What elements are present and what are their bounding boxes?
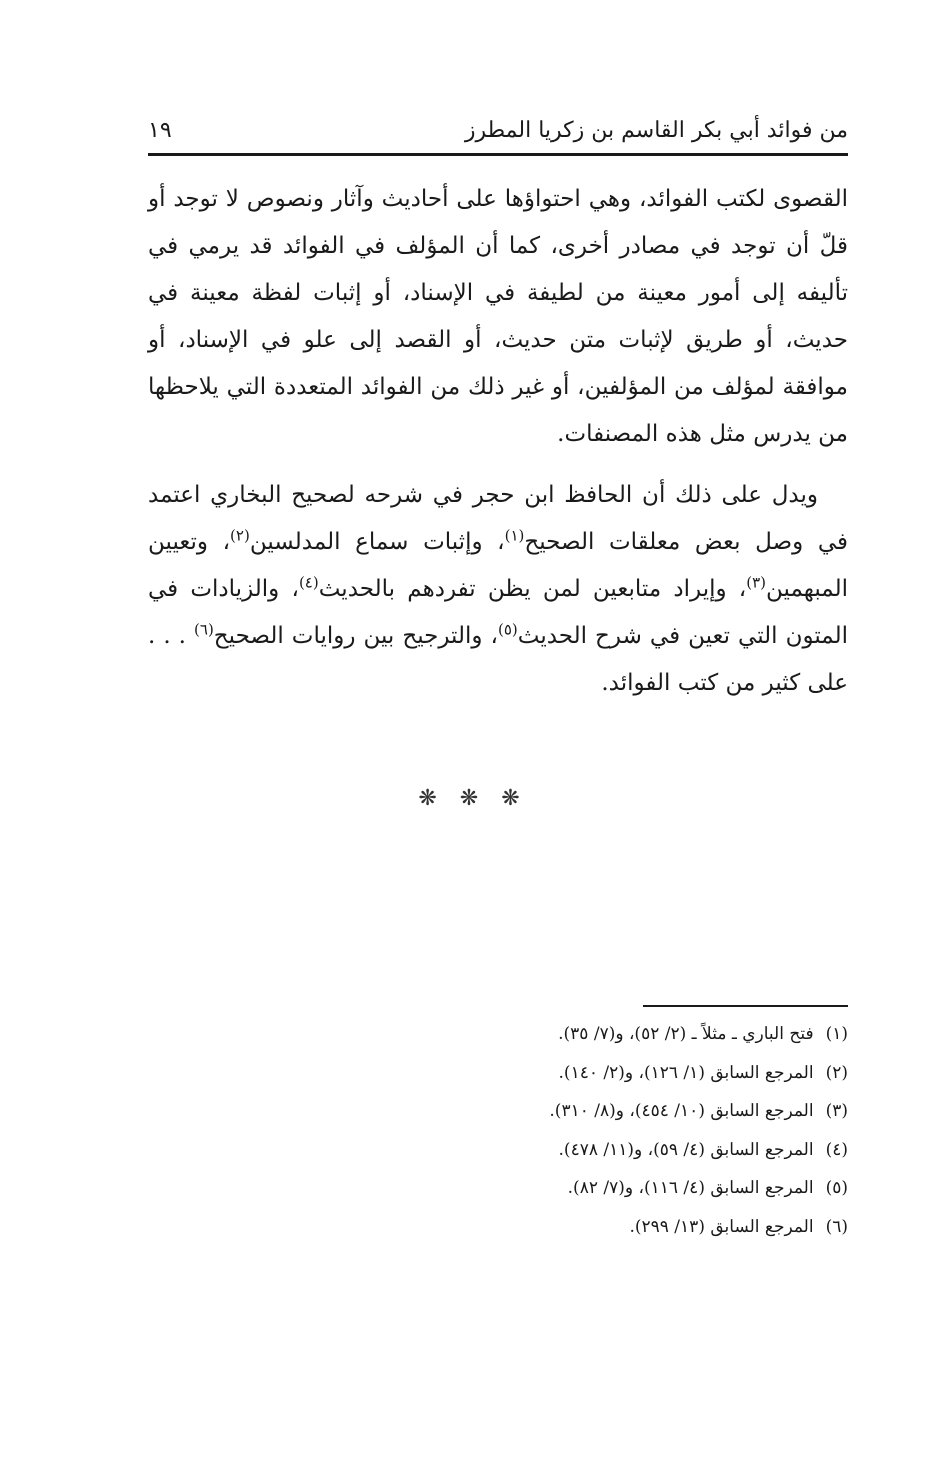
footnote-marker-1: (١)	[504, 526, 525, 545]
paragraph-2-segment-6: ، والترجيح بين روايات الصحيح	[213, 623, 498, 649]
footnote-text: المرجع السابق (١٠/ ٤٥٤)، و(٨/ ٣١٠).	[549, 1101, 814, 1121]
footnote-number: (١)	[825, 1024, 848, 1044]
paragraph-1: القصوى لكتب الفوائد، وهي احتواؤها على أحاديث وآثار ونصوص لا توجد أو قلّ أن توجد في مصادر أخرى، كما أن المؤلف في الفوائد قد يرمي في تأليفه إلى أمور معينة من لطيفة في الإسناد، أو إثبات لفظة معينة في حديث، أو طريق لإثبات متن حديث، أو القصد إلى علو في الإسناد، أو موافقة لمؤلف من المؤلفين، أو غير ذلك من الفوائد المتعددة التي يلاحظها من يدرس مثل هذه المصنفات.	[148, 186, 848, 447]
footnote-marker-6: (٦)	[194, 620, 214, 639]
footnote-number: (٢)	[825, 1062, 848, 1083]
running-head	[148, 112, 848, 152]
paragraph-2	[148, 472, 848, 707]
running-head-title: من فوائد أبي بكر القاسم بن زكريا المطرز	[464, 118, 848, 143]
main-text	[148, 176, 848, 707]
footnote-3	[448, 1092, 848, 1131]
footnote-rule	[643, 1005, 848, 1007]
footnote-marker-5: (٥)	[497, 620, 518, 639]
footnote-marker-3: (٣)	[746, 573, 767, 592]
page-number: ١٩	[148, 118, 172, 143]
paragraph-2-segment-3: ، وتعيين المبهمين	[148, 529, 848, 602]
footnote-text: المرجع السابق (٤/ ٥٩)، و(١١/ ٤٧٨).	[558, 1139, 814, 1160]
footnote-number: (٣)	[825, 1101, 848, 1121]
footnote-marker-2: (٢)	[230, 526, 250, 545]
footnote-4	[448, 1131, 848, 1170]
footnote-text: المرجع السابق (٤/ ١١٦)، و(٧/ ٨٢).	[567, 1178, 814, 1198]
footnote-text: المرجع السابق (١٣/ ٢٩٩).	[629, 1216, 814, 1237]
footnote-1	[448, 1015, 848, 1054]
footnote-number: (٦)	[825, 1216, 848, 1237]
paragraph-2-segment-1: ويدل على ذلك أن الحافظ ابن حجر في شرحه لصحيح البخاري اعتمد في وصل بعض معلقات الصحيح	[148, 482, 848, 555]
footnote-2	[448, 1054, 848, 1093]
footnote-number: (٤)	[825, 1139, 848, 1160]
header-rule	[148, 153, 848, 156]
footnote-number: (٥)	[825, 1178, 848, 1198]
footnote-text: المرجع السابق (١/ ١٢٦)، و(٢/ ١٤٠).	[558, 1062, 814, 1083]
paragraph-2-segment-7: . . . على كثير من كتب الفوائد.	[148, 623, 848, 696]
footnote-6	[448, 1208, 848, 1247]
footnote-5	[448, 1169, 848, 1208]
footnotes	[448, 1015, 848, 1246]
footnote-text: فتح الباري ـ مثلاً ـ (٢/ ٥٢)، و(٧/ ٣٥).	[558, 1024, 814, 1044]
paragraph-2-segment-2: ، وإثبات سماع المدلسين	[249, 529, 505, 555]
section-separator: ❋ ❋ ❋	[418, 786, 528, 811]
footnote-marker-4: (٤)	[298, 573, 319, 592]
paragraph-2-segment-5: ، والزيادات في المتون التي تعين في شرح الحديث	[148, 576, 848, 649]
paragraph-2-segment-4: ، وإيراد متابعين لمن يظن تفردهم بالحديث	[318, 576, 747, 602]
